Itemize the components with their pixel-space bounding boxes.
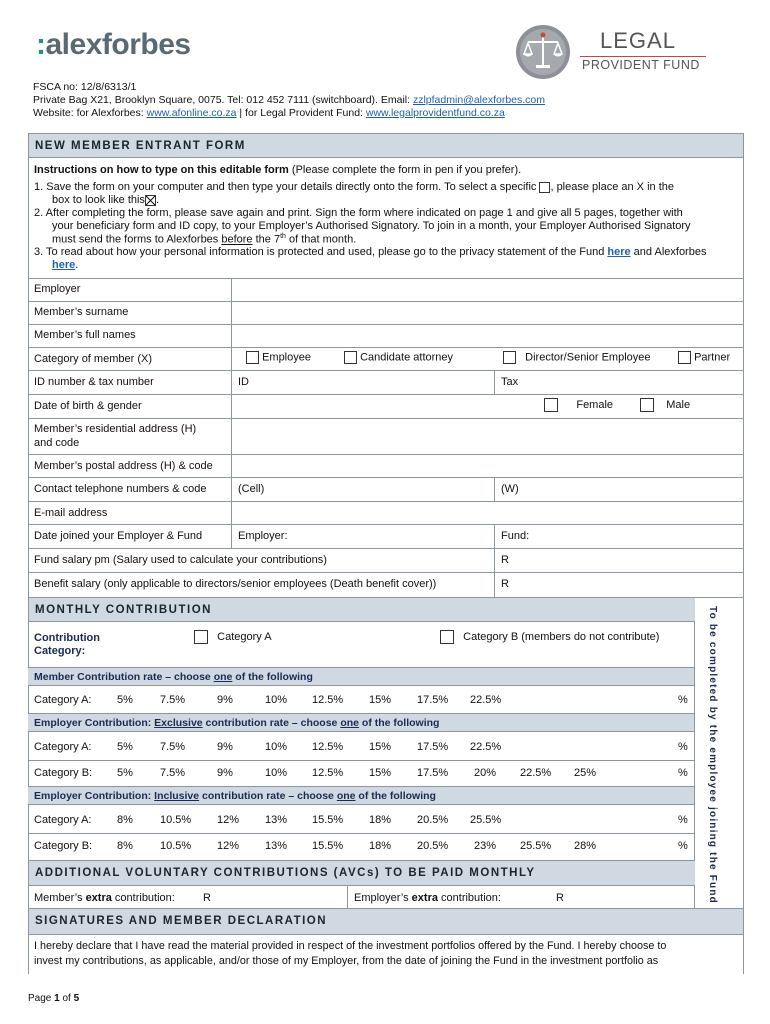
exclusive-b-label: Category B: bbox=[34, 767, 93, 779]
brand-divider bbox=[580, 56, 706, 57]
label-res-address-2: and code bbox=[34, 437, 80, 449]
side-note bbox=[700, 606, 736, 904]
rate-option[interactable]: 23% bbox=[474, 840, 497, 852]
rate-option[interactable]: 5% bbox=[117, 694, 133, 706]
rate-option[interactable]: 20.5% bbox=[417, 814, 449, 826]
instruction-2: 2. After completing the form, please save again and print. Sign the form where indicated on page 1 and give all 5 pages, together with bbox=[34, 207, 683, 219]
exclusive-b-pct: % bbox=[678, 767, 688, 779]
employer-input[interactable] bbox=[232, 279, 743, 301]
checked-example-icon bbox=[145, 195, 156, 206]
contribution-category-label: Contribution Category: bbox=[34, 632, 100, 657]
privacy-fund-link[interactable]: here bbox=[607, 246, 631, 258]
label-employer: Employer bbox=[34, 283, 81, 295]
rate-option[interactable]: 12.5% bbox=[312, 694, 344, 706]
label-employer-date: Employer: bbox=[238, 530, 288, 542]
avc-title: ADDITIONAL VOLUNTARY CONTRIBUTIONS (AVCs) TO BE PAID MONTHLY bbox=[35, 867, 536, 879]
member-rate-heading: Member Contribution rate – choose one of the following bbox=[28, 667, 694, 686]
rate-option[interactable]: 15.5% bbox=[312, 840, 344, 852]
rate-option[interactable]: 20% bbox=[474, 767, 497, 779]
instruction-1: 1. Save the form on your computer and then type your details directly onto the form. To select a specific , please place an X in the bbox=[34, 181, 674, 193]
rate-option[interactable]: 22.5% bbox=[520, 767, 552, 779]
label-category: Category of member (X) bbox=[34, 353, 152, 365]
rate-option[interactable]: 10% bbox=[265, 767, 288, 779]
rate-option[interactable]: 17.5% bbox=[417, 741, 449, 753]
logo-colon: : bbox=[36, 28, 46, 61]
inclusive-a-label: Category A: bbox=[34, 814, 92, 826]
page-number: Page 1 of 5 bbox=[28, 993, 80, 1004]
rate-option[interactable]: 12% bbox=[217, 814, 240, 826]
scales-of-justice-icon bbox=[514, 24, 572, 80]
label-surname: Member’s surname bbox=[34, 306, 129, 318]
rate-option[interactable]: 8% bbox=[117, 814, 133, 826]
candidate-checkbox[interactable] bbox=[344, 351, 357, 364]
privacy-alexforbes-link[interactable]: here bbox=[52, 259, 76, 271]
rate-option[interactable]: 22.5% bbox=[470, 694, 502, 706]
declaration-line-1: I hereby declare that I have read the material provided in respect of the investment portfolios offered by the Fund. I hereby choose to bbox=[34, 940, 667, 952]
logo-word: alexforbes bbox=[45, 28, 191, 61]
member-rate-a-pct: % bbox=[678, 694, 688, 706]
surname-input[interactable] bbox=[232, 302, 743, 324]
contact-line bbox=[33, 94, 545, 106]
category-b-checkbox[interactable] bbox=[440, 630, 454, 644]
brand-legal: LEGAL bbox=[600, 28, 676, 53]
side-note-text: To be completed by the employee joining the Fund bbox=[707, 606, 718, 904]
option-category-a: Category A bbox=[194, 630, 272, 644]
rate-option[interactable]: 9% bbox=[217, 694, 233, 706]
rate-option[interactable]: 7.5% bbox=[160, 741, 186, 753]
option-candidate: Candidate attorney bbox=[344, 351, 453, 364]
option-male: Male bbox=[640, 398, 690, 412]
rate-option[interactable]: 25% bbox=[574, 767, 597, 779]
label-postal: Member’s postal address (H) & code bbox=[34, 460, 213, 472]
fsca-number: FSCA no: 12/8/6313/1 bbox=[33, 81, 137, 93]
rate-option[interactable]: 10.5% bbox=[160, 840, 192, 852]
rate-option[interactable]: 5% bbox=[117, 741, 133, 753]
rate-option[interactable]: 10% bbox=[265, 741, 288, 753]
rate-option[interactable]: 10% bbox=[265, 694, 288, 706]
category-a-checkbox[interactable] bbox=[194, 630, 208, 644]
label-full-names: Member’s full names bbox=[34, 329, 136, 341]
female-checkbox[interactable] bbox=[544, 398, 558, 412]
address-text: Private Bag X21, Brooklyn Square, 0075. Tel: 012 452 7111 (switchboard). Email: bbox=[33, 94, 413, 106]
inclusive-b-pct: % bbox=[678, 840, 688, 852]
inclusive-a-pct: % bbox=[678, 814, 688, 826]
brand-fund: PROVIDENT FUND bbox=[582, 58, 700, 72]
option-employee: Employee bbox=[246, 351, 311, 364]
member-extra-label: Member’s extra contribution: bbox=[34, 892, 175, 904]
instruction-2-cont2: must send the forms to Alexforbes before the 7th of that month. bbox=[52, 233, 357, 246]
website-line bbox=[33, 107, 505, 119]
rate-option[interactable]: 22.5% bbox=[470, 741, 502, 753]
monthly-title: MONTHLY CONTRIBUTION bbox=[35, 604, 212, 616]
rate-option[interactable]: 20.5% bbox=[417, 840, 449, 852]
label-fund-salary: Fund salary pm (Salary used to calculate your contributions) bbox=[34, 554, 327, 566]
rate-option[interactable]: 13% bbox=[265, 814, 288, 826]
rate-option[interactable]: 13% bbox=[265, 840, 288, 852]
member-rate-a-label: Category A: bbox=[34, 694, 92, 706]
instruction-1-cont: box to look like this . bbox=[52, 194, 159, 206]
label-id-tax: ID number & tax number bbox=[34, 376, 154, 388]
email-link[interactable]: zzlpfadmin@alexforbes.com bbox=[412, 94, 546, 106]
label-benefit-salary: Benefit salary (only applicable to directors/senior employees (Death benefit cover)) bbox=[34, 578, 437, 590]
member-extra-r: R bbox=[203, 892, 211, 904]
form-title-bar bbox=[28, 133, 744, 158]
instructions-heading: Instructions on how to type on this editable form (Please complete the form in pen if you prefer). bbox=[34, 164, 522, 176]
label-res-address: Member’s residential address (H) bbox=[34, 423, 197, 435]
employee-checkbox[interactable] bbox=[246, 351, 259, 364]
rate-option[interactable]: 10.5% bbox=[160, 814, 192, 826]
rate-option[interactable]: 9% bbox=[217, 741, 233, 753]
rate-option[interactable]: 12.5% bbox=[312, 767, 344, 779]
rate-option[interactable]: 7.5% bbox=[160, 767, 186, 779]
rate-option[interactable]: 12.5% bbox=[312, 741, 344, 753]
rate-option[interactable]: 25.5% bbox=[520, 840, 552, 852]
signatures-title-bar bbox=[28, 908, 744, 935]
label-cell: (Cell) bbox=[238, 483, 265, 495]
option-partner: Partner bbox=[678, 351, 730, 364]
inclusive-b-label: Category B: bbox=[34, 840, 93, 852]
rate-option[interactable]: 15.5% bbox=[312, 814, 344, 826]
partner-checkbox[interactable] bbox=[678, 351, 691, 364]
rate-option[interactable]: 25.5% bbox=[470, 814, 502, 826]
label-email: E-mail address bbox=[34, 507, 108, 519]
rate-option[interactable]: 15% bbox=[369, 741, 392, 753]
rate-option[interactable]: 28% bbox=[574, 840, 597, 852]
instruction-3-cont: here. bbox=[52, 259, 79, 271]
exclusive-a-label: Category A: bbox=[34, 741, 92, 753]
declaration-line-2: invest my contributions, as applicable, and/or those of my Employer, from the date of joining the Fund in the investment portfolio as bbox=[34, 955, 659, 967]
fund-salary-r: R bbox=[501, 554, 509, 566]
sample-checkbox bbox=[539, 182, 550, 193]
employer-extra-r: R bbox=[556, 892, 564, 904]
full-names-input[interactable] bbox=[232, 325, 743, 347]
rate-option[interactable]: 12% bbox=[217, 840, 240, 852]
legal-provident-fund-logo bbox=[514, 24, 714, 80]
label-dob-gender: Date of birth & gender bbox=[34, 400, 142, 412]
rate-option[interactable]: 15% bbox=[369, 767, 392, 779]
label-contact: Contact telephone numbers & code bbox=[34, 483, 207, 495]
employer-extra-label: Employer’s extra contribution: bbox=[354, 892, 501, 904]
exclusive-rate-heading: Employer Contribution: Exclusive contribution rate – choose one of the following bbox=[28, 713, 694, 732]
rate-option[interactable]: 17.5% bbox=[417, 694, 449, 706]
label-date-joined: Date joined your Employer & Fund bbox=[34, 530, 203, 542]
alexforbes-logo bbox=[36, 28, 191, 62]
instruction-3: 3. To read about how your personal information is protected and used, please go to the privacy statement of the Fund here and Alexforbes bbox=[34, 246, 707, 258]
rate-option[interactable]: 8% bbox=[117, 840, 133, 852]
exclusive-a-pct: % bbox=[678, 741, 688, 753]
label-work: (W) bbox=[501, 483, 519, 495]
option-female: Female bbox=[544, 398, 613, 412]
label-fund-date: Fund: bbox=[501, 530, 530, 542]
rate-option[interactable]: 5% bbox=[117, 767, 133, 779]
website-mid: | for Legal Provident Fund: bbox=[236, 107, 366, 119]
instruction-2-cont: your beneficiary form and ID copy, to your Employer’s Authorised Signatory. To join in a month, your Employer Authorised Signatory bbox=[52, 220, 691, 232]
label-id: ID bbox=[238, 376, 249, 388]
form-title: NEW MEMBER ENTRANT FORM bbox=[35, 140, 246, 152]
rate-option[interactable]: 17.5% bbox=[417, 767, 449, 779]
label-tax: Tax bbox=[501, 376, 519, 388]
inclusive-rate-heading: Employer Contribution: Inclusive contribution rate – choose one of the following bbox=[28, 786, 694, 805]
website-prefix: Website: for Alexforbes: bbox=[33, 107, 147, 119]
rate-option[interactable]: 18% bbox=[369, 814, 392, 826]
option-category-b: Category B (members do not contribute) bbox=[440, 630, 659, 644]
option-director: Director/Senior Employee bbox=[503, 351, 651, 364]
rate-option[interactable]: 7.5% bbox=[160, 694, 186, 706]
rate-option[interactable]: 15% bbox=[369, 694, 392, 706]
signatures-title: SIGNATURES AND MEMBER DECLARATION bbox=[35, 915, 328, 927]
afonline-link[interactable]: www.afonline.co.za bbox=[146, 107, 237, 119]
rate-option[interactable]: 9% bbox=[217, 767, 233, 779]
benefit-salary-r: R bbox=[501, 578, 509, 590]
rate-option[interactable]: 18% bbox=[369, 840, 392, 852]
avc-title-bar bbox=[28, 860, 695, 886]
director-checkbox[interactable] bbox=[503, 351, 516, 364]
lpf-website-link[interactable]: www.legalprovidentfund.co.za bbox=[365, 107, 505, 119]
male-checkbox[interactable] bbox=[640, 398, 654, 412]
monthly-title-bar bbox=[28, 597, 695, 622]
